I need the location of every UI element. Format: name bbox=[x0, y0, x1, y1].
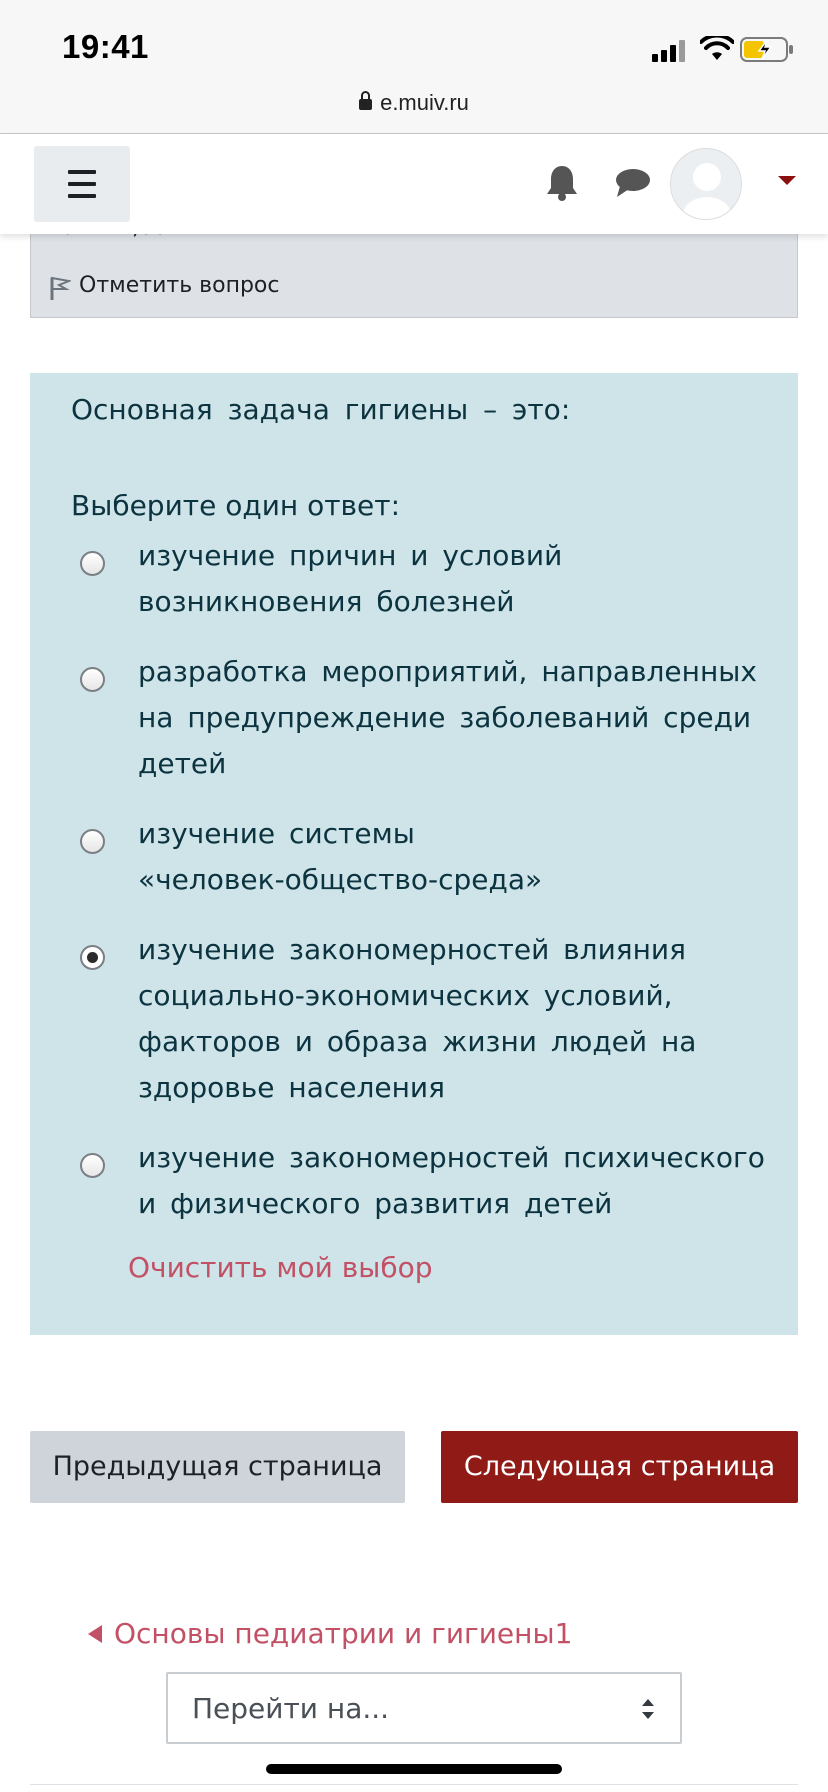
question-text: Основная задача гигиены – это: bbox=[71, 393, 571, 426]
radio-button-checked[interactable] bbox=[80, 945, 105, 970]
previous-activity-label[interactable]: Основы педиатрии и гигиены1 bbox=[114, 1617, 573, 1650]
previous-page-button[interactable]: Предыдущая страница bbox=[30, 1431, 405, 1503]
status-bar bbox=[0, 0, 828, 88]
battery-charging-icon bbox=[740, 37, 794, 62]
chat-icon[interactable] bbox=[614, 166, 652, 200]
clear-choice-link[interactable]: Очистить мой выбор bbox=[128, 1251, 433, 1284]
answer-option-label[interactable]: разработка мероприятий, направленных на предупреждение заболеваний среди детей bbox=[138, 655, 757, 780]
user-silhouette-icon bbox=[671, 149, 742, 220]
flag-question-link[interactable]: Отметить вопрос bbox=[79, 273, 280, 298]
home-indicator[interactable] bbox=[266, 1764, 562, 1774]
radio-button[interactable] bbox=[80, 667, 105, 692]
wifi-icon bbox=[700, 36, 734, 62]
radio-button[interactable] bbox=[80, 551, 105, 576]
jump-to-select-value[interactable]: Перейти на... bbox=[192, 1692, 390, 1725]
arrow-left-icon bbox=[88, 1625, 102, 1643]
answer-option-label[interactable]: изучение системы «человек-общество-среда» bbox=[138, 817, 543, 896]
question-box bbox=[30, 373, 798, 1335]
select-updown-icon bbox=[640, 1696, 656, 1722]
bell-icon[interactable] bbox=[544, 164, 580, 202]
answer-option-label[interactable]: изучение причин и условий возникновения болезней bbox=[138, 539, 563, 618]
browser-url-bar[interactable] bbox=[0, 88, 828, 134]
jump-to-select[interactable] bbox=[166, 1672, 682, 1744]
user-menu-caret-icon[interactable] bbox=[778, 176, 796, 185]
previous-activity-link[interactable] bbox=[88, 1617, 572, 1650]
hamburger-icon[interactable] bbox=[34, 146, 130, 222]
lock-icon bbox=[359, 99, 372, 110]
divider bbox=[30, 1784, 798, 1785]
flag-icon[interactable] bbox=[49, 275, 71, 301]
signal-icon bbox=[652, 38, 688, 62]
answer-option-label[interactable]: изучение закономерностей психического и физического развития детей bbox=[138, 1141, 765, 1220]
avatar[interactable] bbox=[670, 148, 742, 220]
radio-button[interactable] bbox=[80, 1153, 105, 1178]
site-navbar bbox=[0, 134, 828, 234]
answer-option-label[interactable]: изучение закономерностей влияния социально-экономических условий, факторов и образа жизни людей на здоровье населения bbox=[138, 933, 697, 1104]
answer-prompt: Выберите один ответ: bbox=[71, 489, 401, 522]
next-page-button[interactable]: Следующая страница bbox=[441, 1431, 798, 1503]
url-text: e.muiv.ru bbox=[380, 90, 469, 115]
status-time: 19:41 bbox=[62, 28, 149, 65]
radio-button[interactable] bbox=[80, 829, 105, 854]
